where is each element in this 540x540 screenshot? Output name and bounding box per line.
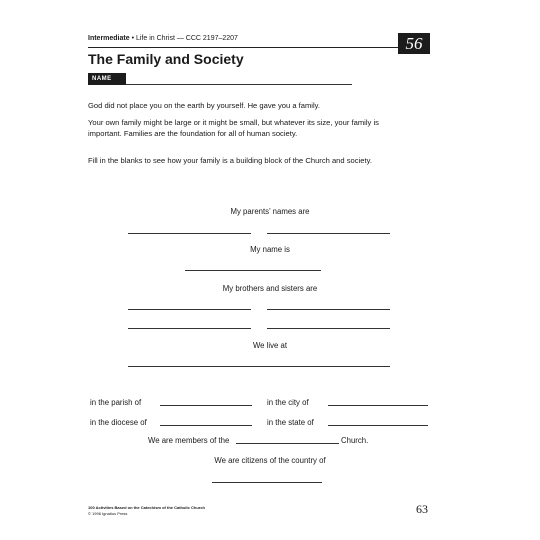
intro-paragraph-1: God did not place you on the earth by yourself. He gave you a family. [88,101,321,110]
header-rule [88,47,398,48]
parent-blank-2[interactable] [267,233,390,234]
my-name-blank[interactable] [185,270,321,271]
state-blank[interactable] [328,425,428,426]
citizens-prompt: We are citizens of the country of [214,456,326,465]
city-label: in the city of [267,398,309,407]
diocese-blank[interactable] [160,425,252,426]
parish-blank[interactable] [160,405,252,406]
topic-label: Life in Christ [135,35,175,42]
address-prompt: We live at [252,341,288,350]
footer-book-title: 100 Activities Based on the Catechism of the Catholic Church [88,505,205,510]
country-blank[interactable] [212,482,322,483]
sibling-blank-1[interactable] [128,309,251,310]
parish-label: in the parish of [90,398,142,407]
activity-number: 56 [398,33,430,54]
name-blank[interactable] [126,84,352,85]
sibling-blank-3[interactable] [128,328,251,329]
intro-paragraph-2: Your own family might be large or it might be small, but whatever its size, your family is important. Families are the foundation for all of human society. [88,118,379,138]
level-label: Intermediate [88,35,130,42]
page-number: 63 [416,502,428,516]
state-label: in the state of [267,418,314,427]
members-label: We are members of the [148,436,230,445]
my-name-prompt: My name is [250,245,290,254]
sibling-blank-4[interactable] [267,328,390,329]
address-blank[interactable] [128,366,390,367]
diocese-label: in the diocese of [90,418,147,427]
footer-copyright: © 1996 Ignatius Press [88,511,128,516]
intro-paragraph-3: Fill in the blanks to see how your family is a building block of the Church and society. [88,156,372,165]
dash: — [176,35,186,42]
parent-blank-1[interactable] [128,233,251,234]
church-label: Church. [341,436,369,445]
parents-prompt: My parents’ names are [230,207,310,216]
city-blank[interactable] [328,405,428,406]
siblings-prompt: My brothers and sisters are [222,284,318,293]
church-blank[interactable] [236,443,339,444]
name-label: NAME [88,73,126,85]
sibling-blank-2[interactable] [267,309,390,310]
page-title: The Family and Society [88,51,244,67]
bullet: • [131,35,136,42]
header-strip [88,35,238,42]
reference-label: CCC 2197–2207 [185,35,238,42]
